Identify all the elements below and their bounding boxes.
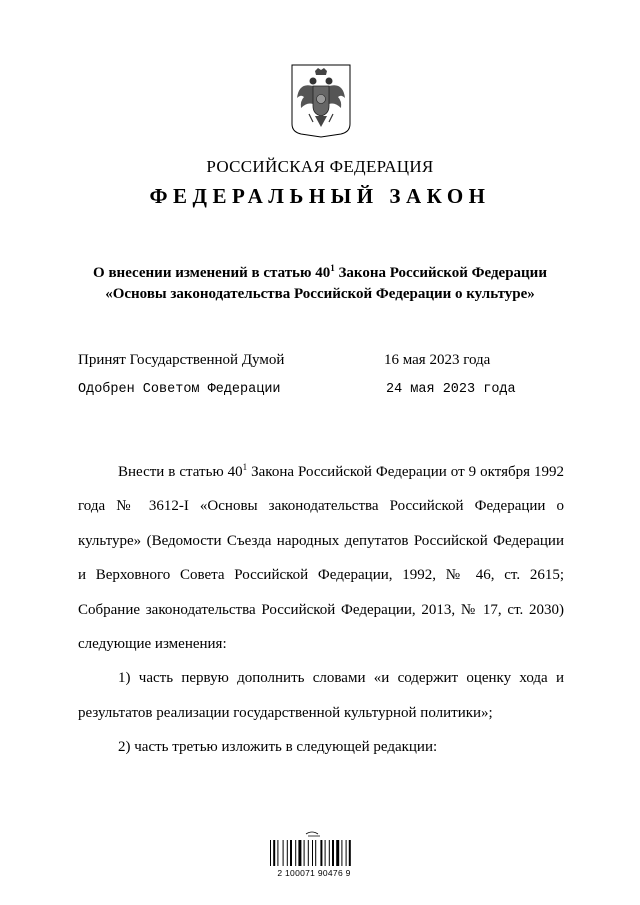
body-paragraph-1: Внести в статью $40^1$ Закона Российской Федерации от 9 октября 1992 года № 3612-I «Основы законодательства Российской Федерации о культуре» (Ведомости Съезда народных депутатов Российской Федерации и Верховного Совета Российской Федерации, 1992, № 46, ст. 2615; Собрание законодательства Российской Федерации, 2013, № 17, ст. 2030) следующие изменения: bbox=[78, 462, 564, 653]
duma-adoption-label: Принят Государственной Думой bbox=[78, 352, 285, 368]
law-body bbox=[78, 455, 564, 765]
country-heading: РОССИЙСКАЯ ФЕДЕРАЦИЯ bbox=[206, 157, 434, 176]
law-title bbox=[60, 263, 580, 305]
council-approval-date: 24 мая 2023 года bbox=[386, 382, 516, 397]
barcode-bars-icon bbox=[266, 830, 362, 866]
barcode bbox=[266, 830, 362, 878]
duma-adoption-date: 16 мая 2023 года bbox=[384, 352, 491, 368]
document-type-heading: ФЕДЕРАЛЬНЫЙ ЗАКОН bbox=[149, 184, 491, 208]
council-approval-label: Одобрен Советом Федерации bbox=[78, 382, 281, 397]
law-title-line-1: О внесении изменений в статью $40^1$ Закона Российской Федерации bbox=[93, 263, 547, 281]
coat-of-arms-icon bbox=[291, 64, 351, 138]
council-approval-row bbox=[78, 382, 580, 397]
barcode-number: 2 100071 90476 9 bbox=[277, 868, 351, 878]
body-paragraph-3: 2) часть третью изложить в следующей редакции: bbox=[118, 739, 438, 756]
body-paragraph-2: 1) часть первую дополнить словами «и содержит оценку хода и результатов реализации государственной культурной политики»; bbox=[78, 670, 564, 721]
law-title-line-2: «Основы законодательства Российской Федерации о культуре» bbox=[105, 286, 535, 302]
duma-adoption-row bbox=[78, 352, 580, 369]
